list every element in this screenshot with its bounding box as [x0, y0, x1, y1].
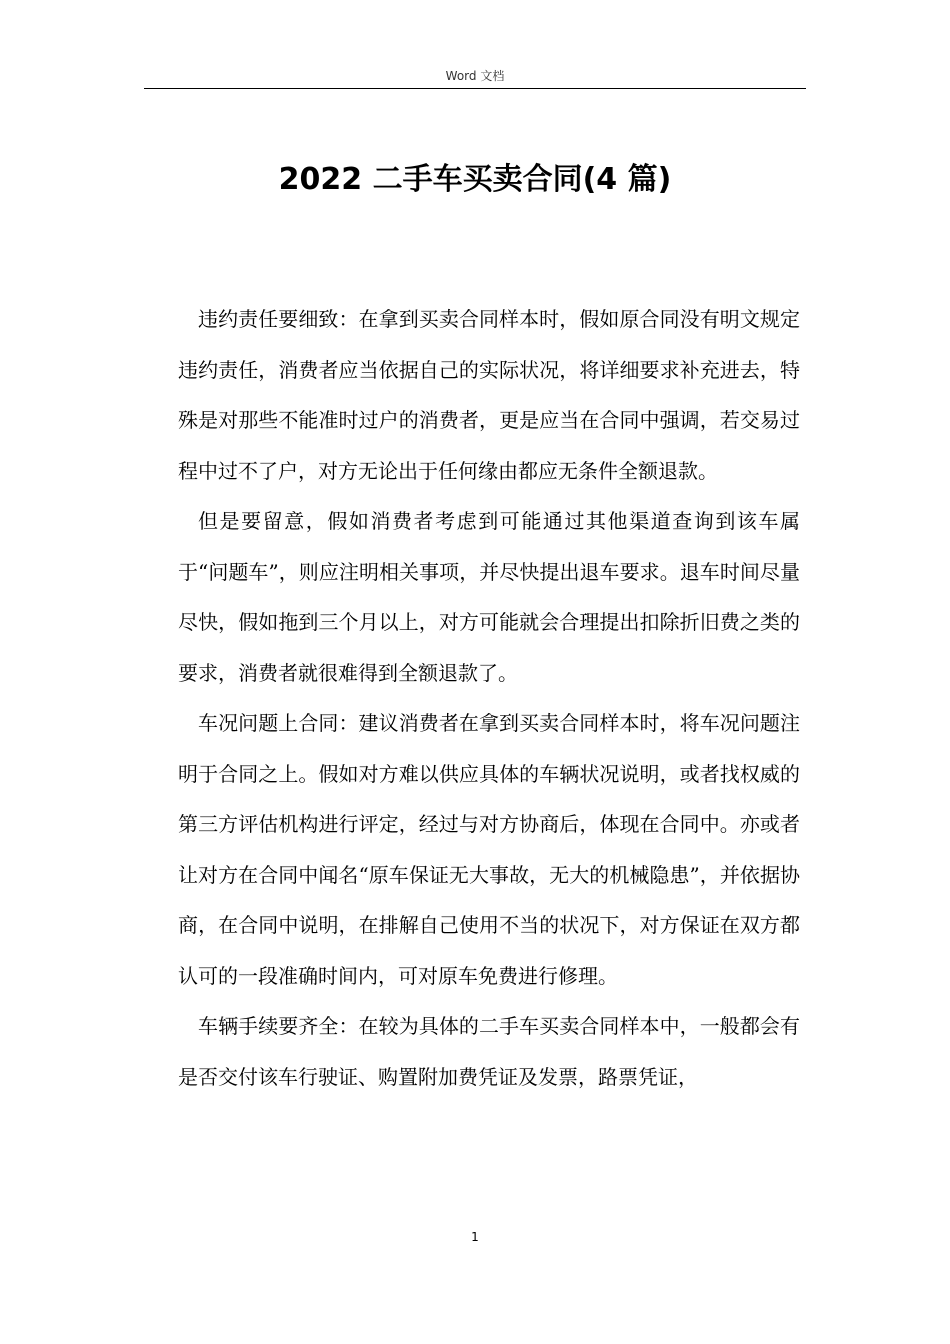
- document-body: [178, 294, 800, 1102]
- paragraph-vehicle-condition: 车况问题上合同：建议消费者在拿到买卖合同样本时，将车况问题注明于合同之上。假如对方难以供应具体的车辆状况说明，或者找权威的第三方评估机构进行评定，经过与对方协商后，体现在合同中。亦或者让对方在合同中闻名“原车保证无大事故，无大的机械隐患”，并依据协商，在合同中说明，在排解自己使用不当的状况下，对方保证在双方都认可的一段准确时间内，可对原车免费进行修理。: [178, 711, 800, 988]
- header-divider: [144, 88, 806, 89]
- paragraph-problem-car: 但是要留意，假如消费者考虑到可能通过其他渠道查询到该车属于“问题车”，则应注明相关事项，并尽快提出退车要求。退车时间尽量尽快，假如拖到三个月以上，对方可能就会合理提出扣除折旧费之类的要求，消费者就很难得到全额退款了。: [178, 509, 800, 685]
- page-number: 1: [471, 1230, 479, 1244]
- paragraph-vehicle-documents: 车辆手续要齐全：在较为具体的二手车买卖合同样本中，一般都会有是否交付该车行驶证、购置附加费凭证及发票，路票凭证，: [178, 1014, 800, 1089]
- document-title: 2022 二手车买卖合同(4 篇): [278, 162, 672, 197]
- page-header: Word 文档: [445, 69, 505, 83]
- paragraph-breach-liability: 违约责任要细致：在拿到买卖合同样本时，假如原合同没有明文规定违约责任，消费者应当依据自己的实际状况，将详细要求补充进去，特殊是对那些不能准时过户的消费者，更是应当在合同中强调，若交易过程中过不了户，对方无论出于任何缘由都应无条件全额退款。: [178, 307, 800, 483]
